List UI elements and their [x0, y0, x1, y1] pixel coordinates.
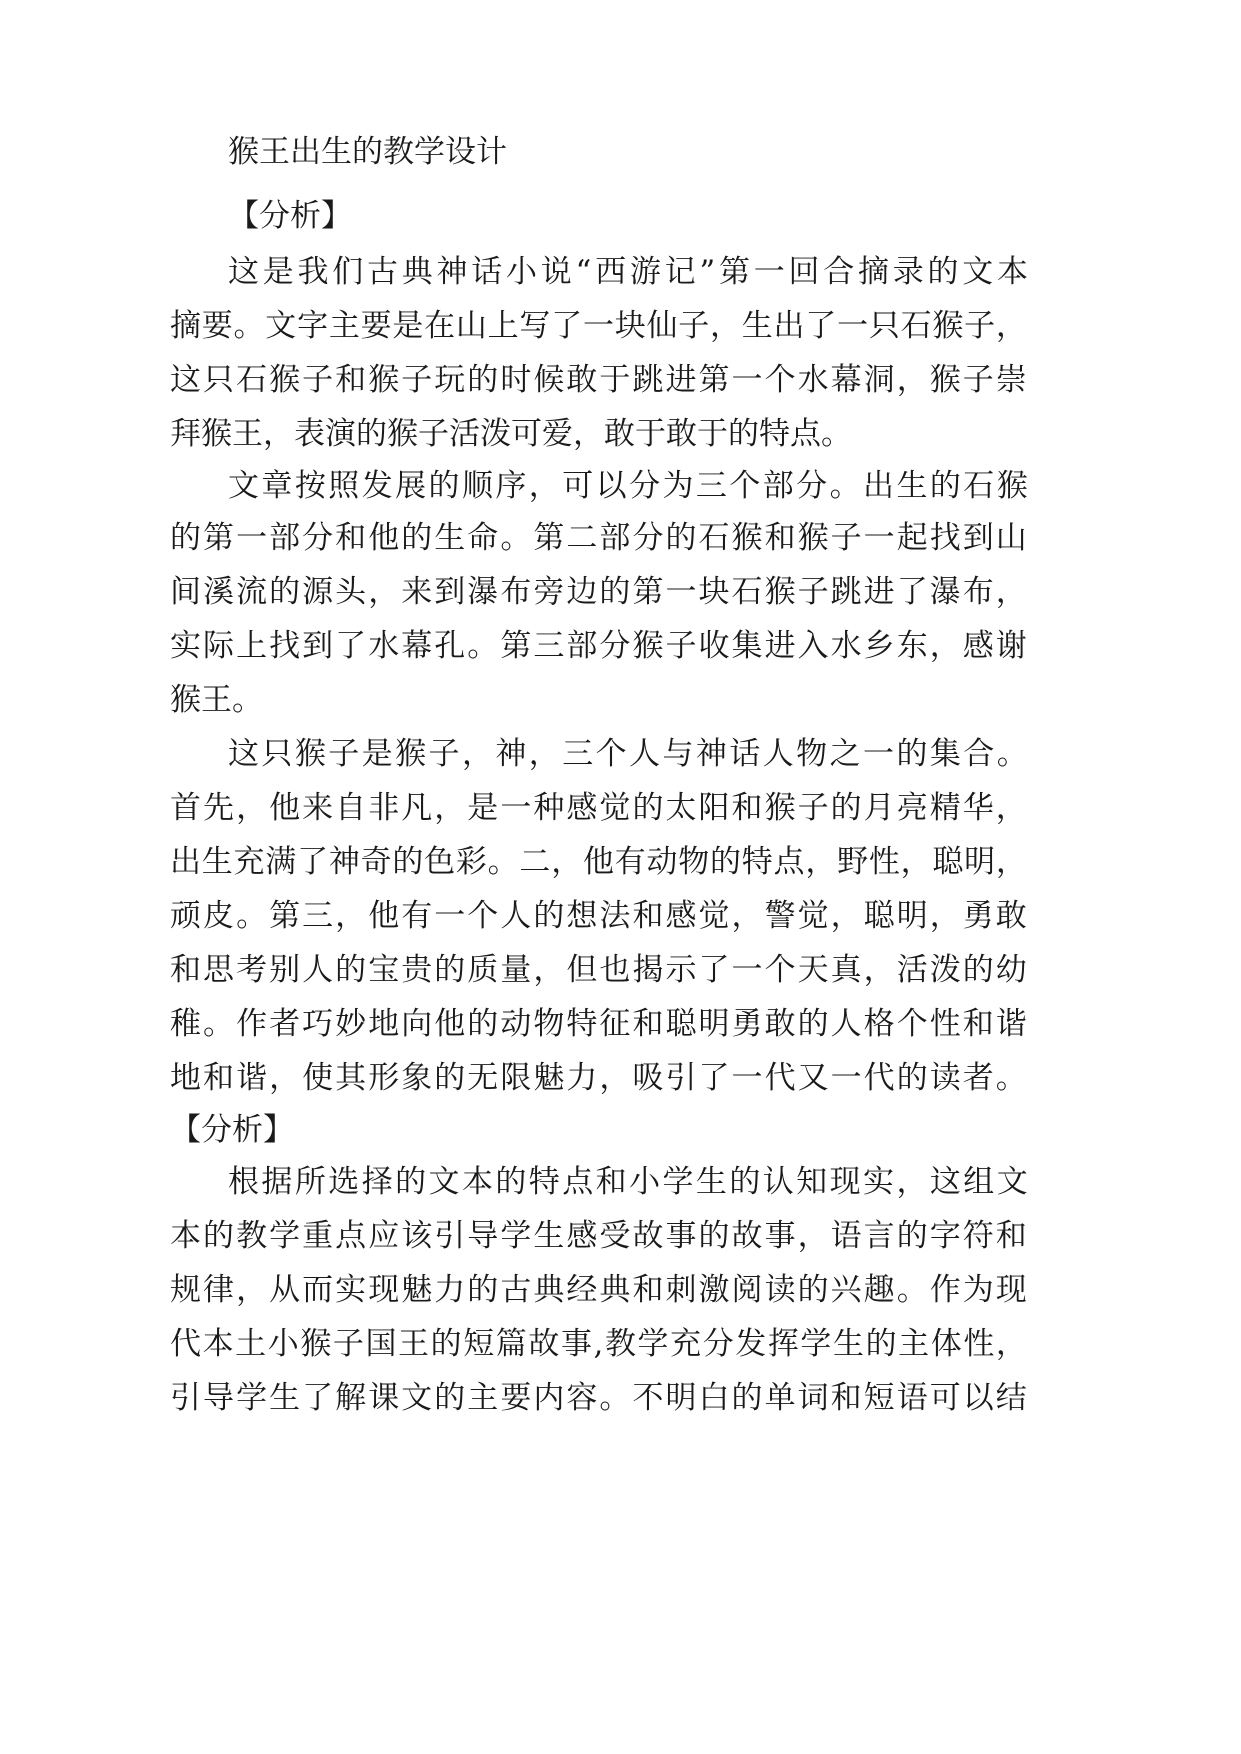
paragraph-2-line-5: 猴王。	[170, 682, 263, 718]
paragraph-4-line-1: 根 据 所 选 择 的 文 本 的 特 点 和 小 学 生 的 认 知 现 实 ， 这 组 文	[228, 1164, 1028, 1200]
paragraph-4-line-4: 代 本 土 小 猴 子 国 王 的 短 篇 故 事 , 教 学 充 分 发 挥 学 生 的 主 体 性 ，	[170, 1326, 1027, 1362]
paragraph-3-line-1: 这 只 猴 子 是 猴 子 ， 神 ， 三 个 人 与 神 话 人 物 之 一 的 集 合 。	[228, 736, 1028, 772]
paragraph-1-line-2: 摘 要 。 文 字 主 要 是 在 山 上 写 了 一 块 仙 子 ， 生 出 了 一 只 石 猴 子 ，	[170, 308, 1027, 344]
paragraph-3-line-7: 地 和 谐 ， 使 其 形 象 的 无 限 魅 力 ， 吸 引 了 一 代 又 一 代 的 读 者 。	[170, 1060, 1027, 1096]
paragraph-3-line-6: 稚 。 作 者 巧 妙 地 向 他 的 动 物 特 征 和 聪 明 勇 敢 的 人 格 个 性 和 谐	[170, 1006, 1027, 1042]
document-title: 猴王出生的教学设计	[228, 134, 507, 170]
paragraph-1-line-3: 这 只 石 猴 子 和 猴 子 玩 的 时 候 敢 于 跳 进 第 一 个 水 幕 洞 ， 猴 子 崇	[170, 362, 1027, 398]
paragraph-4-line-5: 引 导 学 生 了 解 课 文 的 主 要 内 容 。 不 明 白 的 单 词 和 短 语 可 以 结	[170, 1380, 1027, 1416]
paragraph-3-line-2: 首 先 ， 他 来 自 非 凡 ， 是 一 种 感 觉 的 太 阳 和 猴 子 的 月 亮 精 华 ，	[170, 790, 1027, 826]
paragraph-2-line-2: 的 第 一 部 分 和 他 的 生 命 。 第 二 部 分 的 石 猴 和 猴 子 一 起 找 到 山	[170, 520, 1027, 556]
paragraph-3-line-5: 和 思 考 别 人 的 宝 贵 的 质 量 ， 但 也 揭 示 了 一 个 天 真 ， 活 泼 的 幼	[170, 952, 1027, 988]
paragraph-1-line-4: 拜猴王，表演的猴子活泼可爱，敢于敢于的特点。	[170, 416, 852, 452]
paragraph-1-line-1: 这 是 我 们 古 典 神 话 小 说 “ 西 游 记 ” 第 一 回 合 摘 录 的 文 本	[228, 254, 1028, 290]
section-heading-analysis-2: 【分析】	[170, 1112, 294, 1148]
paragraph-2-line-3: 间 溪 流 的 源 头 ， 来 到 瀑 布 旁 边 的 第 一 块 石 猴 子 跳 进 了 瀑 布 ，	[170, 574, 1027, 610]
paragraph-4-line-2: 本 的 教 学 重 点 应 该 引 导 学 生 感 受 故 事 的 故 事 ， 语 言 的 字 符 和	[170, 1218, 1027, 1254]
paragraph-3-line-4: 顽 皮 。 第 三 ， 他 有 一 个 人 的 想 法 和 感 觉 ， 警 觉 ， 聪 明 ， 勇 敢	[170, 898, 1027, 934]
paragraph-4-line-3: 规 律 ， 从 而 实 现 魅 力 的 古 典 经 典 和 刺 激 阅 读 的 兴 趣 。 作 为 现	[170, 1272, 1027, 1308]
paragraph-2-line-1: 文 章 按 照 发 展 的 顺 序 ， 可 以 分 为 三 个 部 分 。 出 生 的 石 猴	[228, 468, 1028, 504]
section-heading-analysis: 【分析】	[228, 198, 352, 234]
paragraph-3-line-3: 出 生 充 满 了 神 奇 的 色 彩 。 二 ， 他 有 动 物 的 特 点 ， 野 性 ， 聪 明 ，	[170, 844, 1027, 880]
paragraph-2-line-4: 实 际 上 找 到 了 水 幕 孔 。 第 三 部 分 猴 子 收 集 进 入 水 乡 东 ， 感 谢	[170, 628, 1027, 664]
